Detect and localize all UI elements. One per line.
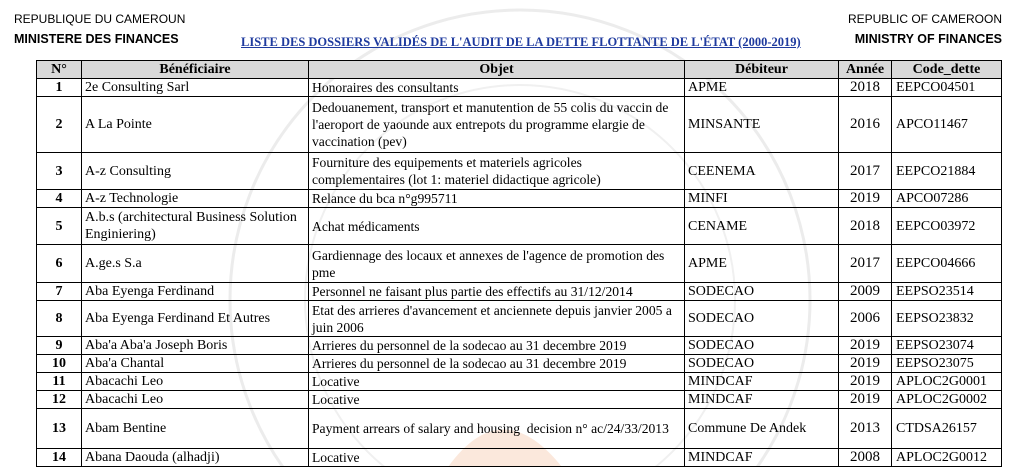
table-row — [37, 208, 1002, 245]
cell-debiteur: MINFI — [685, 190, 839, 208]
cell-n: 9 — [37, 337, 82, 355]
cell-beneficiaire: A La Pointe — [82, 97, 309, 153]
column-header-annee: Année — [839, 61, 892, 79]
document-title: LISTE DES DOSSIERS VALIDÉS DE L'AUDIT DE LA DETTE FLOTTANTE DE L'ÉTAT (2000-2019) — [241, 35, 801, 49]
cell-annee: 2016 — [839, 97, 892, 153]
table-row — [37, 153, 1002, 190]
cell-annee: 2019 — [839, 190, 892, 208]
cell-annee: 2018 — [839, 79, 892, 97]
cell-n: 12 — [37, 391, 82, 409]
cell-n: 14 — [37, 449, 82, 467]
cell-objet: Locative — [309, 391, 685, 409]
cell-beneficiaire: Abana Daouda (alhadji) — [82, 449, 309, 467]
cell-objet: Personnel ne faisant plus partie des effectifs au 31/12/2014 — [309, 283, 685, 301]
cell-debiteur: SODECAO — [685, 337, 839, 355]
cell-n: 11 — [37, 373, 82, 391]
cell-n: 1 — [37, 79, 82, 97]
cell-objet: Locative — [309, 449, 685, 467]
cell-n: 13 — [37, 409, 82, 449]
cell-beneficiaire: A-z Technologie — [82, 190, 309, 208]
column-header-debiteur: Débiteur — [685, 61, 839, 79]
cell-beneficiaire: Abacachi Leo — [82, 391, 309, 409]
table-body — [37, 79, 1002, 467]
cell-debiteur: MINDCAF — [685, 449, 839, 467]
cell-code-dette: APLOC2G0002 — [892, 391, 1002, 409]
cell-beneficiaire: Aba Eyenga Ferdinand — [82, 283, 309, 301]
column-header-n: N° — [37, 61, 82, 79]
cell-annee: 2013 — [839, 409, 892, 449]
ministry-name-fr: MINISTERE DES FINANCES — [14, 32, 179, 46]
cell-annee: 2019 — [839, 355, 892, 373]
cell-n: 4 — [37, 190, 82, 208]
cell-n: 3 — [37, 153, 82, 190]
cell-debiteur: APME — [685, 245, 839, 283]
cell-annee: 2017 — [839, 153, 892, 190]
table-row — [37, 301, 1002, 337]
cell-objet: Fourniture des equipements et materiels agricoles complementaires (lot 1: materiel didactique agricole) — [309, 153, 685, 190]
cell-code-dette: APLOC2G0001 — [892, 373, 1002, 391]
cell-annee: 2006 — [839, 301, 892, 337]
column-header-code-dette: Code_dette — [892, 61, 1002, 79]
cell-code-dette: EEPCO04666 — [892, 245, 1002, 283]
cell-objet: Arrieres du personnel de la sodecao au 31 decembre 2019 — [309, 355, 685, 373]
table-row — [37, 337, 1002, 355]
cell-code-dette: EEPSO23514 — [892, 283, 1002, 301]
cell-code-dette: EEPSO23075 — [892, 355, 1002, 373]
cell-code-dette: EEPCO03972 — [892, 208, 1002, 245]
cell-annee: 2009 — [839, 283, 892, 301]
cell-debiteur: SODECAO — [685, 355, 839, 373]
country-name-fr: REPUBLIQUE DU CAMEROUN — [14, 12, 186, 26]
table-row — [37, 355, 1002, 373]
cell-objet: Etat des arrieres d'avancement et anciennete depuis janvier 2005 a juin 2006 — [309, 301, 685, 337]
table-header-row — [37, 61, 1002, 79]
cell-objet: Relance du bca n°g995711 — [309, 190, 685, 208]
cell-annee: 2018 — [839, 208, 892, 245]
cell-debiteur: SODECAO — [685, 301, 839, 337]
cell-beneficiaire: A.ge.s S.a — [82, 245, 309, 283]
table-row — [37, 373, 1002, 391]
cell-beneficiaire: Aba'a Chantal — [82, 355, 309, 373]
cell-code-dette: CTDSA26157 — [892, 409, 1002, 449]
table-row — [37, 283, 1002, 301]
cell-code-dette: EEPSO23832 — [892, 301, 1002, 337]
cell-beneficiaire: Abacachi Leo — [82, 373, 309, 391]
cell-beneficiaire: Abam Bentine — [82, 409, 309, 449]
cell-debiteur: Commune De Andek — [685, 409, 839, 449]
cell-beneficiaire: Aba Eyenga Ferdinand Et Autres — [82, 301, 309, 337]
table-row — [37, 245, 1002, 283]
cell-objet: Payment arrears of salary and housing decision n° ac/24/33/2013 — [309, 409, 685, 449]
cell-annee: 2017 — [839, 245, 892, 283]
cell-n: 7 — [37, 283, 82, 301]
table-row — [37, 190, 1002, 208]
table-header — [37, 61, 1002, 79]
cell-code-dette: EEPCO21884 — [892, 153, 1002, 190]
cell-objet: Gardiennage des locaux et annexes de l'agence de promotion des pme — [309, 245, 685, 283]
cell-n: 5 — [37, 208, 82, 245]
cell-debiteur: MINSANTE — [685, 97, 839, 153]
cell-debiteur: CENAME — [685, 208, 839, 245]
audit-debt-table — [36, 60, 1002, 467]
cell-objet: Achat médicaments — [309, 208, 685, 245]
cell-n: 2 — [37, 97, 82, 153]
table-row — [37, 409, 1002, 449]
cell-debiteur: SODECAO — [685, 283, 839, 301]
cell-code-dette: EEPCO04501 — [892, 79, 1002, 97]
cell-debiteur: MINDCAF — [685, 373, 839, 391]
cell-objet: Honoraires des consultants — [309, 79, 685, 97]
cell-code-dette: APLOC2G0012 — [892, 449, 1002, 467]
cell-annee: 2019 — [839, 337, 892, 355]
cell-annee: 2019 — [839, 373, 892, 391]
cell-objet: Dedouanement, transport et manutention de 55 colis du vaccin de l'aeroport de yaounde aux entrepots du programme elargie de vaccination (pev) — [309, 97, 685, 153]
cell-debiteur: MINDCAF — [685, 391, 839, 409]
cell-objet: Arrieres du personnel de la sodecao au 31 decembre 2019 — [309, 337, 685, 355]
cell-beneficiaire: Aba'a Aba'a Joseph Boris — [82, 337, 309, 355]
column-header-beneficiaire: Bénéficiaire — [82, 61, 309, 79]
cell-code-dette: APCO11467 — [892, 97, 1002, 153]
table-row — [37, 97, 1002, 153]
cell-objet: Locative — [309, 373, 685, 391]
cell-beneficiaire: A-z Consulting — [82, 153, 309, 190]
cell-code-dette: APCO07286 — [892, 190, 1002, 208]
ministry-name-en: MINISTRY OF FINANCES — [854, 32, 1002, 46]
table-row — [37, 79, 1002, 97]
table-row — [37, 391, 1002, 409]
cell-n: 8 — [37, 301, 82, 337]
cell-annee: 2019 — [839, 391, 892, 409]
cell-n: 6 — [37, 245, 82, 283]
country-name-en: REPUBLIC OF CAMEROON — [847, 12, 1002, 26]
cell-debiteur: APME — [685, 79, 839, 97]
cell-annee: 2008 — [839, 449, 892, 467]
cell-beneficiaire: A.b.s (architectural Business Solution Enginiering) — [82, 208, 309, 245]
cell-beneficiaire: 2e Consulting Sarl — [82, 79, 309, 97]
cell-code-dette: EEPSO23074 — [892, 337, 1002, 355]
table-row — [37, 449, 1002, 467]
cell-debiteur: CEENEMA — [685, 153, 839, 190]
column-header-objet: Objet — [309, 61, 685, 79]
cell-n: 10 — [37, 355, 82, 373]
